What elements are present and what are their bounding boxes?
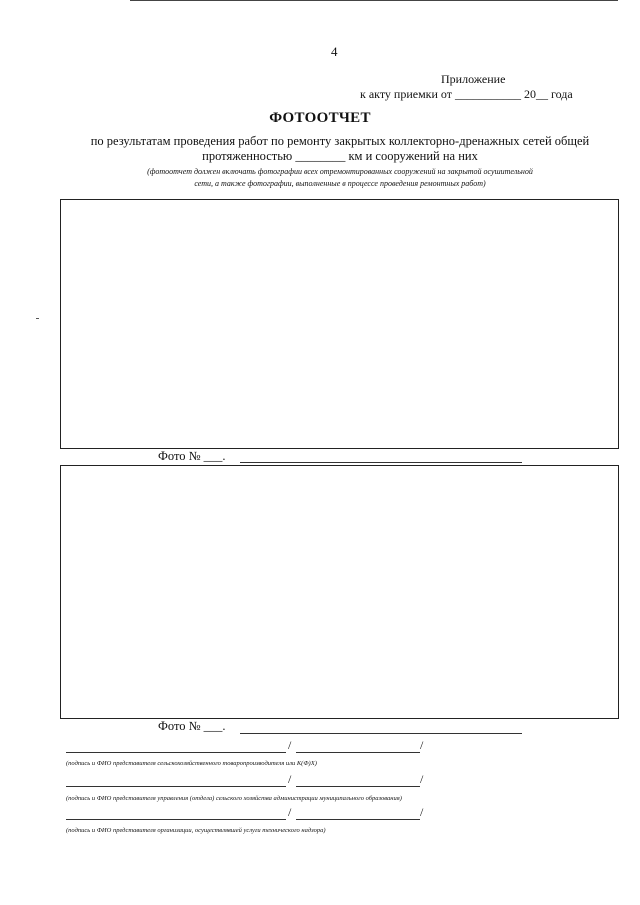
act-reference-line: к акту приемки от ___________ 20__ года bbox=[360, 87, 573, 101]
name-line-3 bbox=[296, 819, 420, 820]
note-line-1: (фотоотчет должен включать фотографии всех отремонтированных сооружений на закрытой осушительной bbox=[147, 167, 533, 176]
signature-slash-2: / bbox=[288, 772, 292, 786]
photo-caption-1: Фото № ___. bbox=[158, 449, 226, 463]
signature-slash-3: / bbox=[288, 805, 292, 819]
scan-mark bbox=[36, 318, 39, 319]
appendix-label: Приложение bbox=[441, 72, 506, 86]
top-border-line bbox=[130, 0, 618, 1]
photo-caption-line-2 bbox=[240, 733, 522, 734]
photo-frame-2 bbox=[60, 465, 619, 719]
photo-caption-2: Фото № ___. bbox=[158, 719, 226, 733]
note-line-2: сети, а также фотографии, выполненные в процессе проведения ремонтных работ) bbox=[194, 179, 486, 188]
page-number: 4 bbox=[331, 44, 338, 59]
signature-slash-3b: / bbox=[420, 805, 424, 819]
document-title: ФОТООТЧЕТ bbox=[269, 110, 371, 126]
name-line-2 bbox=[296, 786, 420, 787]
signature-caption-2: (подпись и ФИО представителя управления (отдела) сельского хозяйства администрации муниципального образования) bbox=[66, 795, 402, 802]
signature-slash-1: / bbox=[288, 738, 292, 752]
photo-frame-1 bbox=[60, 199, 619, 449]
signature-line-2 bbox=[66, 786, 286, 787]
subtitle-line-2: протяженностью ________ км и сооружений на них bbox=[202, 149, 478, 163]
signature-slash-1b: / bbox=[420, 738, 424, 752]
photo-caption-line-1 bbox=[240, 462, 522, 463]
signature-line-3 bbox=[66, 819, 286, 820]
signature-caption-1: (подпись и ФИО представителя сельскохозяйственного товаропроизводителя или К(Ф)Х) bbox=[66, 760, 317, 767]
instruction-note bbox=[70, 166, 610, 190]
signature-slash-2b: / bbox=[420, 772, 424, 786]
signature-line-1 bbox=[66, 752, 286, 753]
signature-caption-3: (подпись и ФИО представителя организации, осуществлявшей услуги технического надзора) bbox=[66, 827, 326, 834]
document-subtitle bbox=[70, 134, 610, 164]
subtitle-line-1: по результатам проведения работ по ремонту закрытых коллекторно-дренажных сетей общей bbox=[90, 134, 590, 148]
name-line-1 bbox=[296, 752, 420, 753]
